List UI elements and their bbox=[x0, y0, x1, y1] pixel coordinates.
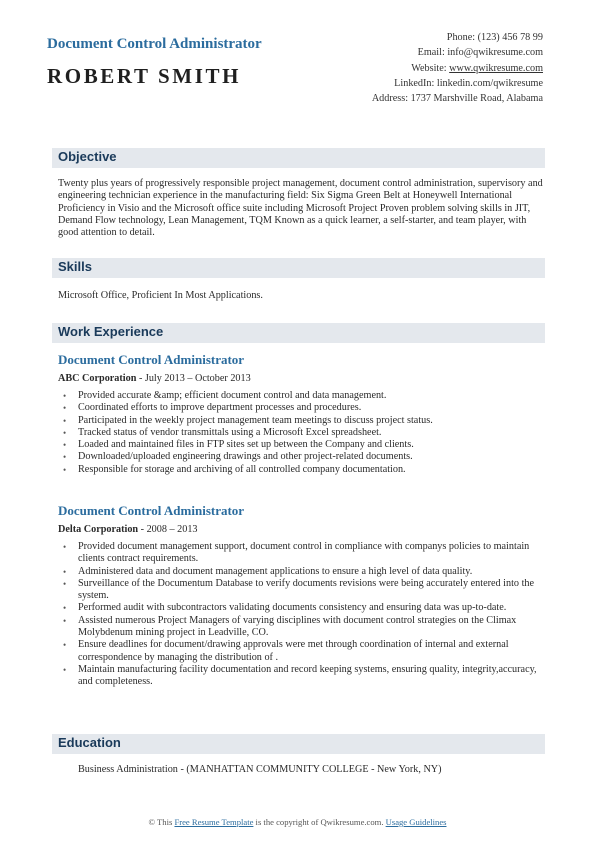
contact-email: Email: info@qwikresume.com bbox=[417, 47, 543, 59]
job-company-2: Delta Corporation bbox=[58, 524, 139, 535]
list-item: • Surveillance of the Documentum Database to verify documents revisions were being accurately entered into the system. bbox=[58, 578, 546, 603]
section-heading-objective: Objective bbox=[58, 149, 117, 164]
list-item: • Ensure deadlines for document/drawing approvals were met through coordination of internal and external correspondence by managing the distribution of . bbox=[58, 639, 546, 664]
candidate-name: ROBERT SMITH bbox=[47, 64, 242, 88]
section-bar-objective bbox=[52, 148, 545, 168]
section-bar-education bbox=[52, 734, 545, 754]
website-link[interactable]: www.qwikresume.com bbox=[449, 62, 543, 74]
education-text: Business Administration - (MANHATTAN COMMUNITY COLLEGE - New York, NY) bbox=[78, 764, 442, 775]
list-item: • Provided document management support, document control in compliance with companys policies to maintain clients contract requirements. bbox=[58, 541, 546, 566]
footer-middle: is the copyright of Qwikresume.com. bbox=[253, 817, 386, 827]
list-item: • Downloaded/uploaded engineering drawings and other project-related documents. bbox=[58, 451, 546, 463]
job-bullets-2 bbox=[58, 541, 546, 689]
usage-guidelines-link[interactable]: Usage Guidelines bbox=[385, 817, 447, 827]
section-heading-work-experience: Work Experience bbox=[58, 324, 164, 339]
footer bbox=[0, 817, 595, 827]
section-bar-skills bbox=[52, 258, 545, 278]
contact-linkedin: LinkedIn: linkedin.com/qwikresume bbox=[394, 77, 543, 89]
skills-text: Microsoft Office, Proficient In Most Applications. bbox=[58, 290, 263, 301]
contact-block bbox=[323, 30, 543, 106]
section-heading-education: Education bbox=[58, 735, 121, 750]
job-company-1: ABC Corporation bbox=[58, 373, 137, 384]
job-title-1: Document Control Administrator bbox=[58, 352, 245, 367]
job-dates-1: - July 2013 – October 2013 bbox=[136, 373, 251, 384]
list-item: • Provided accurate &amp; efficient document control and data management. bbox=[58, 390, 546, 402]
contact-address: Address: 1737 Marshville Road, Alabama bbox=[371, 93, 543, 105]
list-item: • Administered data and document management applications to ensure a high level of data quality. bbox=[58, 566, 546, 578]
free-resume-template-link[interactable]: Free Resume Template bbox=[174, 817, 254, 827]
contact-website bbox=[323, 61, 543, 76]
list-item: • Maintain manufacturing facility documentation and record keeping systems, ensuring quality, integrity,accuracy, and completeness. bbox=[58, 664, 546, 689]
header-job-title: Document Control Administrator bbox=[47, 36, 262, 52]
list-item: • Loaded and maintained files in FTP sites set up between the Company and clients. bbox=[58, 439, 546, 451]
objective-text: Twenty plus years of progressively responsible project management, document control administration, supervisory and engineering technician experience in the manufacturing field: Six Sigma Green Belt at Honeywell International Proficiency in Visio and the Microsoft office suite including Microsoft Project Proven problem solving skills in JIT, Demand Flow technology, Lean Management, TQM Known as a quick learner, a self-starter, and team player, with good attention to detail. bbox=[58, 178, 543, 239]
footer-prefix: © This bbox=[148, 817, 175, 827]
list-item: • Assisted numerous Project Managers of varying disciplines with document control strategies on the Climax Molybdenum mining project in Leadville, CO. bbox=[58, 615, 546, 640]
list-item: • Responsible for storage and archiving of all controlled company documentation. bbox=[58, 464, 546, 476]
contact-phone: Phone: (123) 456 78 99 bbox=[446, 32, 543, 43]
list-item: • Participated in the weekly project management team meetings to discuss project status. bbox=[58, 415, 546, 427]
website-label: Website: bbox=[411, 62, 450, 74]
job-title-2: Document Control Administrator bbox=[58, 503, 245, 518]
job-dates-2: - 2008 – 2013 bbox=[138, 524, 198, 535]
job-bullets-1 bbox=[58, 390, 546, 476]
job-company-line-1 bbox=[58, 373, 251, 384]
list-item: • Tracked status of vendor transmittals using a Microsoft Excel spreadsheet. bbox=[58, 427, 546, 439]
section-heading-skills: Skills bbox=[58, 259, 92, 274]
list-item: • Coordinated efforts to improve department processes and procedures. bbox=[58, 402, 546, 414]
job-company-line-2 bbox=[58, 524, 198, 535]
list-item: • Performed audit with subcontractors validating documents consistency and ensuring data was up-to-date. bbox=[58, 602, 546, 614]
section-bar-work-experience bbox=[52, 323, 545, 343]
